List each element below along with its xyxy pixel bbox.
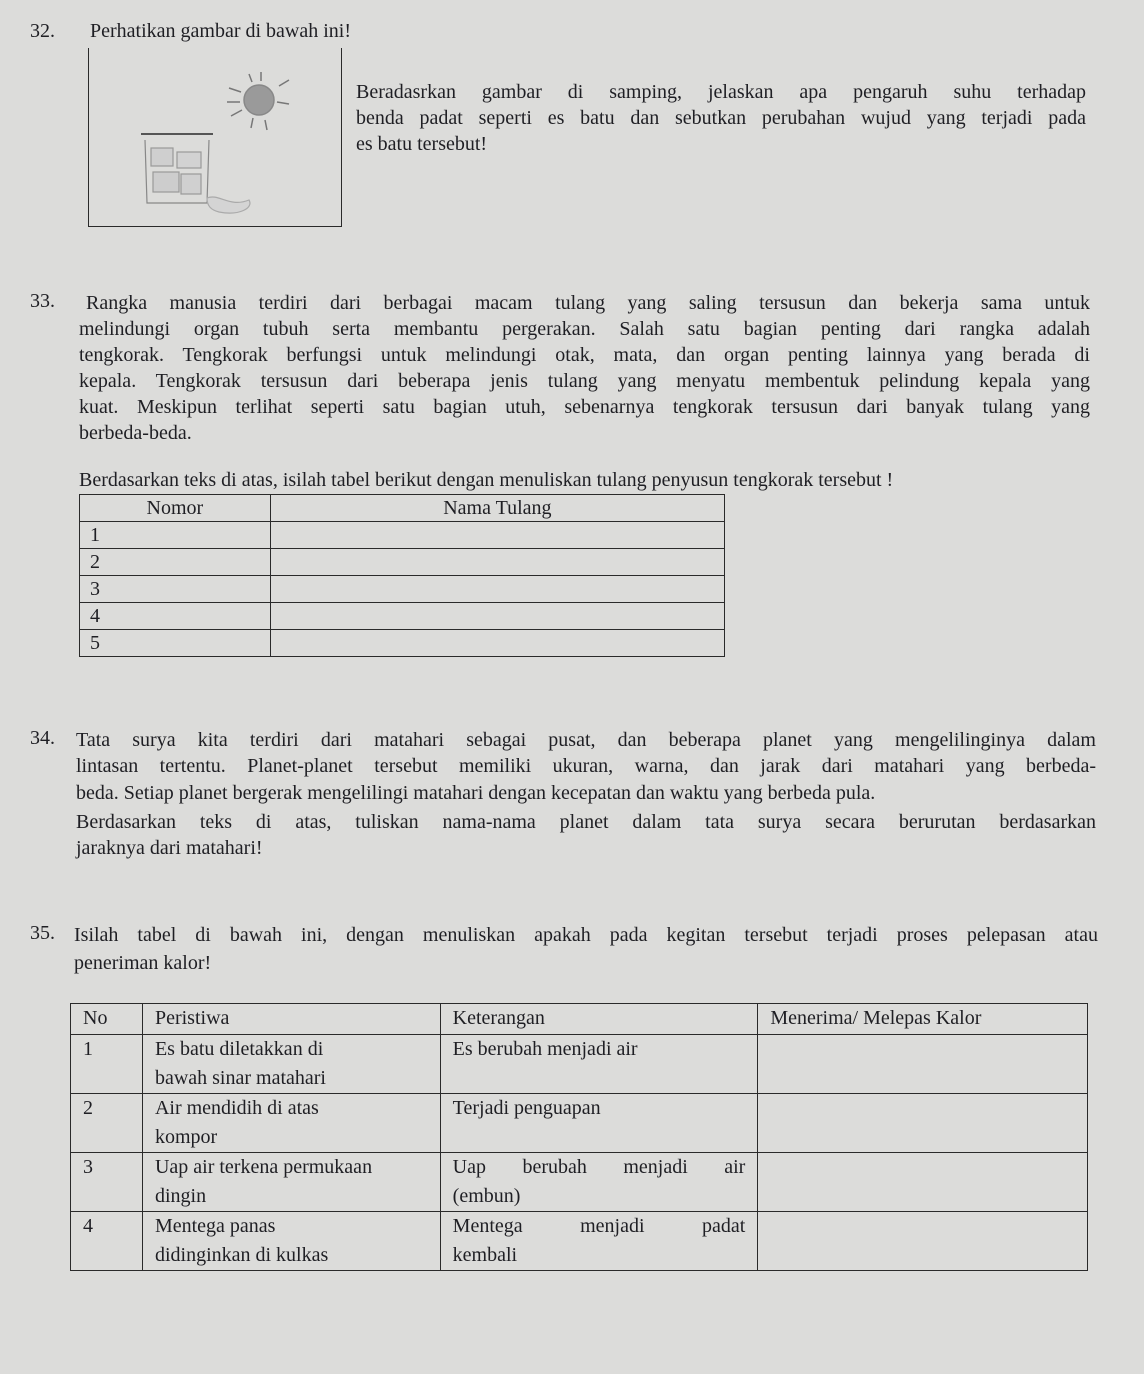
answer-cell[interactable]: [270, 630, 724, 657]
heat-transfer-table: [70, 1003, 1088, 1271]
answer-cell[interactable]: [758, 1035, 1088, 1094]
q34-line-3: beda. Setiap planet bergerak mengelilingi matahari dengan kecepatan dan waktu yang berbeda pula.: [76, 782, 876, 804]
row-no: 4: [71, 1212, 143, 1271]
table-row: [80, 522, 725, 549]
header-kalor: Menerima/ Melepas Kalor: [758, 1004, 1088, 1035]
header-peristiwa: Peristiwa: [142, 1004, 440, 1035]
q34-number: 34.: [30, 727, 55, 749]
table-row: [80, 549, 725, 576]
q32-line-1: Beradasrkan gambar di samping, jelaskan apa pengaruh suhu terhadap: [356, 81, 1086, 103]
header-nama-tulang: Nama Tulang: [270, 495, 724, 522]
keterangan-cell: Es berubah menjadi air: [440, 1035, 758, 1094]
q33-line-6: berbeda-beda.: [79, 422, 192, 444]
q32-number: 32.: [30, 20, 55, 42]
table-header-row: [71, 1004, 1088, 1035]
row-number: 4: [80, 603, 271, 630]
q32-heading: Perhatikan gambar di bawah ini!: [90, 20, 352, 42]
keterangan-cell: Uap berubah menjadi air (embun): [440, 1153, 758, 1212]
answer-cell[interactable]: [270, 603, 724, 630]
answer-cell[interactable]: [758, 1094, 1088, 1153]
sun-icon: [227, 72, 289, 130]
peristiwa-cell: Air mendidih di atas kompor: [142, 1094, 440, 1153]
q33-instruction: Berdasarkan teks di atas, isilah tabel berikut dengan menuliskan tulang penyusun tengkorak tersebut !: [79, 469, 894, 491]
skull-bones-table: [79, 494, 725, 657]
table-row: [71, 1035, 1088, 1094]
row-number: 2: [80, 549, 271, 576]
q34-line-4: Berdasarkan teks di atas, tuliskan nama-nama planet dalam tata surya secara berurutan berdasarkan: [76, 811, 1096, 833]
q34-line-2: lintasan tertentu. Planet-planet tersebut memiliki ukuran, warna, dan jarak dari matahari yang berbeda-: [76, 755, 1096, 777]
answer-cell[interactable]: [758, 1153, 1088, 1212]
q33-line-1: Rangka manusia terdiri dari berbagai macam tulang yang saling tersusun dan bekerja sama untuk: [86, 292, 1090, 314]
q32-line-3: es batu tersebut!: [356, 133, 488, 155]
answer-cell[interactable]: [758, 1212, 1088, 1271]
q33-line-4: kepala. Tengkorak tersusun dari beberapa jenis tulang yang menyatu membentuk pelindung kepala yang: [79, 370, 1090, 392]
q34-line-5: jaraknya dari matahari!: [76, 837, 263, 859]
table-row: [80, 630, 725, 657]
ice-in-sun-illustration: [89, 48, 341, 226]
table-row: [80, 576, 725, 603]
row-number: 1: [80, 522, 271, 549]
answer-cell[interactable]: [270, 549, 724, 576]
table-header-row: [80, 495, 725, 522]
keterangan-cell: Terjadi penguapan: [440, 1094, 758, 1153]
answer-cell[interactable]: [270, 522, 724, 549]
peristiwa-cell: Uap air terkena permukaan dingin: [142, 1153, 440, 1212]
peristiwa-cell: Es batu diletakkan di bawah sinar matahari: [142, 1035, 440, 1094]
row-number: 3: [80, 576, 271, 603]
row-no: 3: [71, 1153, 143, 1212]
q35-line-2: peneriman kalor!: [74, 952, 212, 974]
answer-cell[interactable]: [270, 576, 724, 603]
peristiwa-cell: Mentega panas didinginkan di kulkas: [142, 1212, 440, 1271]
q32-line-2: benda padat seperti es batu dan sebutkan perubahan wujud yang terjadi pada: [356, 107, 1086, 129]
keterangan-cell: Mentega menjadi padat kembali: [440, 1212, 758, 1271]
q35-number: 35.: [30, 922, 55, 944]
q33-line-3: tengkorak. Tengkorak berfungsi untuk melindungi otak, mata, dan organ penting lainnya yang berada di: [79, 344, 1090, 366]
table-row: [71, 1212, 1088, 1271]
header-no: No: [71, 1004, 143, 1035]
q32-picture-box: [88, 48, 342, 227]
row-number: 5: [80, 630, 271, 657]
table-row: [71, 1094, 1088, 1153]
q34-line-1: Tata surya kita terdiri dari matahari sebagai pusat, dan beberapa planet yang mengelilinginya dalam: [76, 729, 1096, 751]
header-nomor: Nomor: [80, 495, 271, 522]
ice-glass-icon: [141, 134, 250, 213]
table-row: [71, 1153, 1088, 1212]
q35-line-1: Isilah tabel di bawah ini, dengan menuliskan apakah pada kegitan tersebut terjadi proses pelepasan atau: [74, 924, 1098, 946]
table-row: [80, 603, 725, 630]
row-no: 1: [71, 1035, 143, 1094]
q33-line-2: melindungi organ tubuh serta membantu pergerakan. Salah satu bagian penting dari rangka adalah: [79, 318, 1090, 340]
header-keterangan: Keterangan: [440, 1004, 758, 1035]
q33-line-5: kuat. Meskipun terlihat seperti satu bagian utuh, sebenarnya tengkorak tersusun dari banyak tulang yang: [79, 396, 1090, 418]
q33-number: 33.: [30, 290, 55, 312]
row-no: 2: [71, 1094, 143, 1153]
